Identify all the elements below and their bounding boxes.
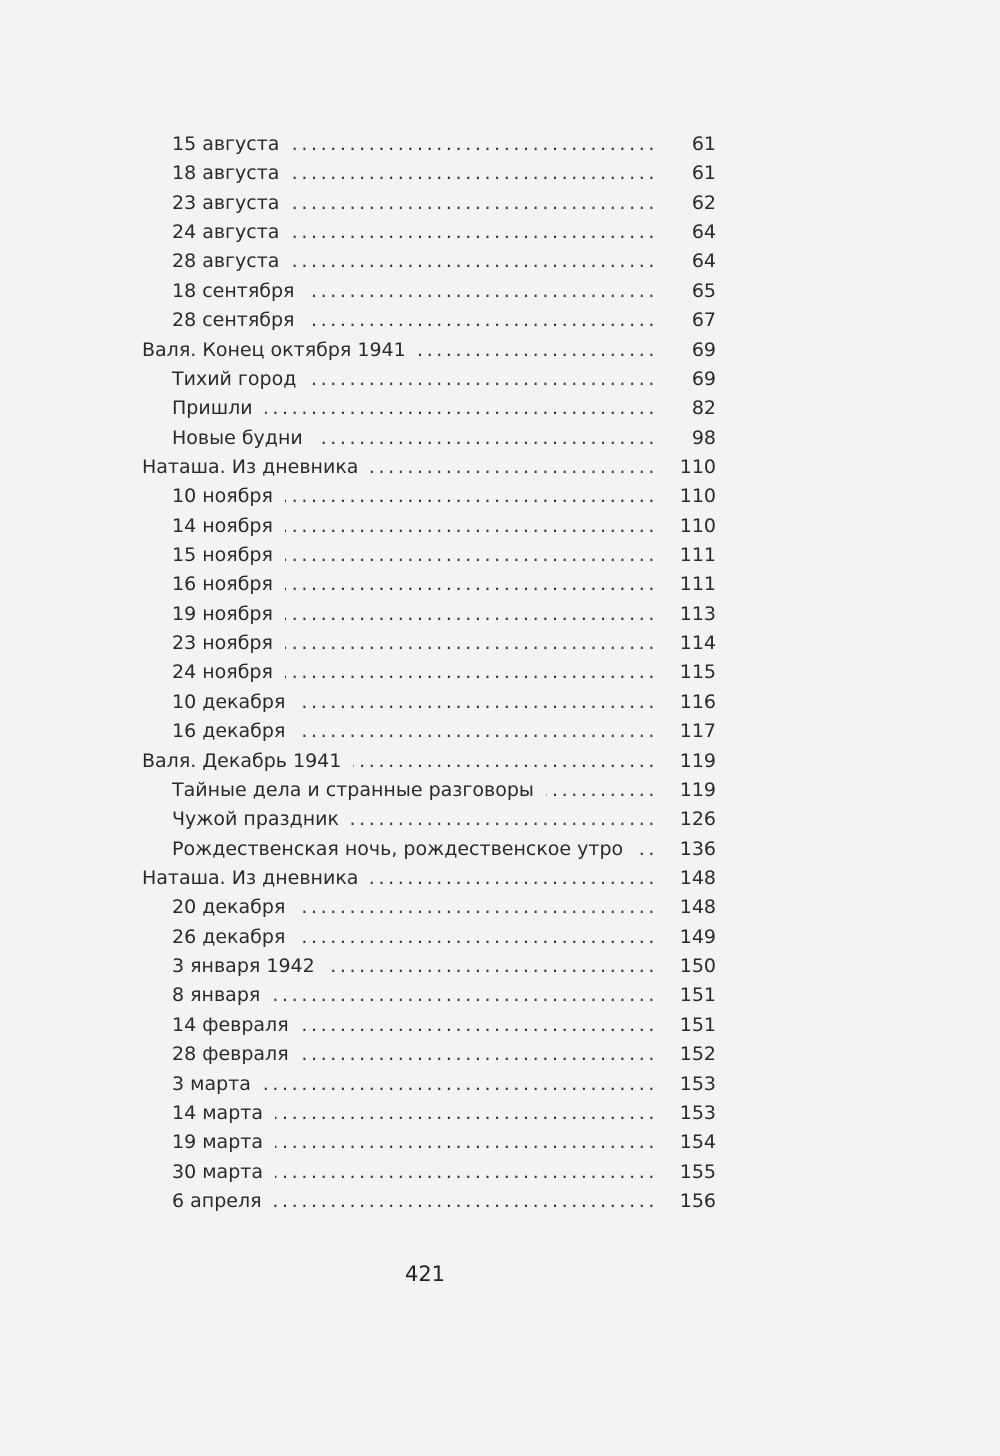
toc-entry-page: 117 — [679, 720, 716, 743]
toc-entry — [142, 424, 716, 453]
toc-entry-page: 69 — [691, 367, 716, 390]
toc-entry-page: 110 — [679, 514, 716, 537]
toc-entry-title: Наташа. Из дневника — [142, 455, 359, 478]
toc-entry-page: 153 — [679, 1101, 716, 1124]
toc-entry-page: 148 — [679, 866, 716, 889]
toc-entry-title: 16 ноября — [172, 573, 273, 596]
dot-leader — [275, 1158, 658, 1187]
dot-leader — [291, 159, 658, 188]
toc-entry-page: 82 — [691, 397, 716, 420]
dot-leader — [297, 923, 658, 952]
toc-entry-title: 15 ноября — [172, 544, 273, 567]
toc-entry-page: 148 — [679, 896, 716, 919]
toc-entry — [142, 658, 716, 687]
toc-section-entry — [142, 336, 716, 365]
toc-entry-title: 19 ноября — [172, 602, 273, 625]
toc-entry-page: 136 — [679, 837, 716, 860]
toc-entry-page: 62 — [691, 191, 716, 214]
toc-entry-page: 115 — [679, 661, 716, 684]
toc-entry-title: 10 ноября — [172, 485, 273, 508]
toc-entry-title: 3 марта — [172, 1072, 251, 1095]
toc-entry-page: 110 — [679, 485, 716, 508]
dot-leader — [370, 453, 658, 482]
toc-entry — [142, 629, 716, 658]
toc-entry — [142, 893, 716, 922]
toc-entry-title: Наташа. Из дневника — [142, 866, 359, 889]
dot-leader — [285, 658, 658, 687]
toc-entry — [142, 1158, 716, 1187]
toc-entry-page: 119 — [679, 749, 716, 772]
toc-entry — [142, 923, 716, 952]
toc-entry-title: 26 декабря — [172, 925, 286, 948]
toc-entry-title: Тихий город — [172, 367, 297, 390]
toc-entry — [142, 159, 716, 188]
dot-leader — [291, 189, 658, 218]
toc-entry-title: 15 августа — [172, 133, 280, 155]
dot-leader — [291, 247, 658, 276]
toc-entry-page: 113 — [679, 602, 716, 625]
toc-entry — [142, 1040, 716, 1069]
toc-entry-title: 18 сентября — [172, 279, 295, 302]
toc-entry-page: 98 — [691, 426, 716, 449]
dot-leader — [285, 629, 658, 658]
toc-entry — [142, 1128, 716, 1157]
dot-leader — [308, 365, 658, 394]
dot-leader — [297, 893, 658, 922]
toc-entry-title: Тайные дела и странные разговоры — [172, 778, 534, 801]
toc-entry — [142, 1070, 716, 1099]
toc-entry — [142, 512, 716, 541]
toc-entry-title: Чужой праздник — [172, 808, 340, 831]
toc-entry-title: Пришли — [172, 397, 253, 420]
toc-entry-title: 6 апреля — [172, 1189, 262, 1212]
dot-leader — [635, 835, 658, 864]
toc-entry-title: Валя. Конец октября 1941 — [142, 338, 406, 361]
toc-entry-page: 154 — [679, 1131, 716, 1154]
toc-entry-page: 151 — [679, 984, 716, 1007]
toc-entry-title: 14 февраля — [172, 1013, 289, 1036]
toc-entry — [142, 835, 716, 864]
toc-entry-title: 28 августа — [172, 250, 280, 273]
toc-section-entry — [142, 864, 716, 893]
toc-entry-title: Новые будни — [172, 426, 303, 449]
dot-leader — [275, 1128, 658, 1157]
page-number: 421 — [404, 1262, 446, 1286]
toc-entry-title: 14 ноября — [172, 514, 273, 537]
toc-entry — [142, 1011, 716, 1040]
toc-entry-title: 3 января 1942 — [172, 955, 315, 978]
dot-leader — [285, 512, 658, 541]
toc-entry-page: 65 — [691, 279, 716, 302]
dot-leader — [265, 394, 658, 423]
toc-entry-title: 16 декабря — [172, 720, 286, 743]
toc-entry-title: 28 сентября — [172, 309, 295, 332]
toc-entry-page: 149 — [679, 925, 716, 948]
dot-leader — [291, 130, 658, 159]
toc-entry-page: 111 — [679, 544, 716, 567]
toc-entry-title: 24 ноября — [172, 661, 273, 684]
toc-entry-title: 18 августа — [172, 162, 280, 185]
dot-leader — [315, 424, 658, 453]
toc-entry — [142, 570, 716, 599]
toc-entry-page: 150 — [679, 955, 716, 978]
dot-leader — [353, 747, 658, 776]
dot-leader — [263, 1070, 658, 1099]
toc-entry-page: 116 — [679, 690, 716, 713]
toc-entry-title: 20 декабря — [172, 896, 286, 919]
dot-leader — [285, 541, 658, 570]
dot-leader — [272, 981, 658, 1010]
toc-entry-title: 23 ноября — [172, 632, 273, 655]
toc-entry — [142, 130, 716, 159]
toc-entry-page: 114 — [679, 632, 716, 655]
toc-entry-title: Рождественская ночь, рождественское утро — [172, 837, 624, 860]
toc-entry-title: 10 декабря — [172, 690, 286, 713]
toc-entry — [142, 247, 716, 276]
toc-entry — [142, 277, 716, 306]
dot-leader — [297, 688, 658, 717]
toc-entry-title: 30 марта — [172, 1160, 263, 1183]
toc-entry-page: 111 — [679, 573, 716, 596]
toc-entry-page: 69 — [691, 338, 716, 361]
table-of-contents — [142, 130, 716, 1216]
toc-entry-page: 126 — [679, 808, 716, 831]
dot-leader — [301, 1011, 658, 1040]
toc-entry — [142, 541, 716, 570]
toc-section-entry — [142, 747, 716, 776]
dot-leader — [297, 717, 658, 746]
toc-entry — [142, 600, 716, 629]
dot-leader — [327, 952, 658, 981]
toc-entry-page: 156 — [679, 1189, 716, 1212]
toc-entry-page: 151 — [679, 1013, 716, 1036]
toc-entry-page: 64 — [691, 250, 716, 273]
toc-entry — [142, 1099, 716, 1128]
dot-leader — [546, 776, 658, 805]
toc-entry — [142, 952, 716, 981]
toc-entry-title: Валя. Декабрь 1941 — [142, 749, 342, 772]
toc-entry-page: 64 — [691, 221, 716, 244]
toc-entry — [142, 218, 716, 247]
dot-leader — [418, 336, 658, 365]
toc-entry — [142, 776, 716, 805]
dot-leader — [351, 805, 658, 834]
toc-entry-title: 19 марта — [172, 1131, 263, 1154]
dot-leader — [291, 218, 658, 247]
dot-leader — [370, 864, 658, 893]
dot-leader — [306, 306, 658, 335]
dot-leader — [285, 482, 658, 511]
toc-entry — [142, 1187, 716, 1216]
toc-entry-page: 155 — [679, 1160, 716, 1183]
toc-entry — [142, 482, 716, 511]
toc-entry-page: 152 — [679, 1043, 716, 1066]
toc-entry — [142, 688, 716, 717]
toc-entry-title: 24 августа — [172, 221, 280, 244]
toc-entry-page: 61 — [691, 133, 716, 155]
toc-entry — [142, 189, 716, 218]
toc-entry — [142, 805, 716, 834]
toc-entry-page: 67 — [691, 309, 716, 332]
dot-leader — [306, 277, 658, 306]
dot-leader — [274, 1187, 658, 1216]
toc-entry-page: 153 — [679, 1072, 716, 1095]
toc-entry-page: 110 — [679, 455, 716, 478]
toc-entry — [142, 365, 716, 394]
dot-leader — [275, 1099, 658, 1128]
toc-entry — [142, 394, 716, 423]
toc-entry-title: 23 августа — [172, 191, 280, 214]
toc-entry-title: 8 января — [172, 984, 261, 1007]
toc-entry — [142, 306, 716, 335]
toc-section-entry — [142, 453, 716, 482]
toc-entry-title: 28 февраля — [172, 1043, 289, 1066]
toc-entry-page: 119 — [679, 778, 716, 801]
toc-entry — [142, 981, 716, 1010]
dot-leader — [301, 1040, 658, 1069]
toc-entry-title: 14 марта — [172, 1101, 263, 1124]
dot-leader — [285, 600, 658, 629]
toc-entry-page: 61 — [691, 162, 716, 185]
dot-leader — [285, 570, 658, 599]
toc-entry — [142, 717, 716, 746]
